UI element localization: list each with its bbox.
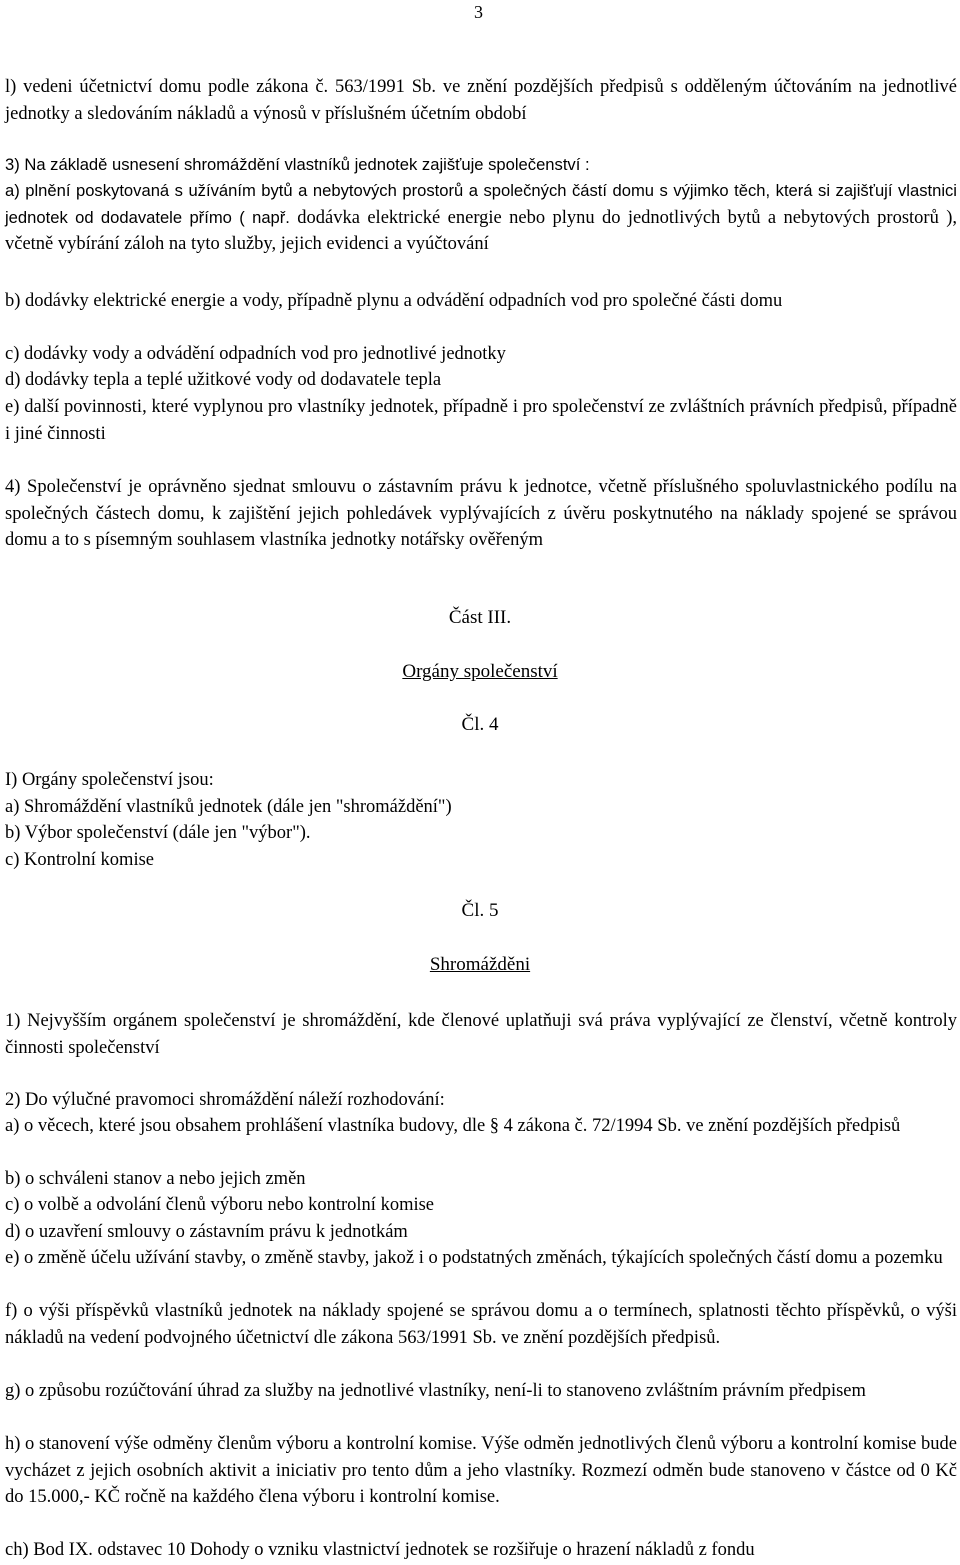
paragraph-3e: e) další povinnosti, které vyplynou pro vlastníky jednotek, případně i pro společenství ze zvláštních právních předpisů, případně i jiné činnosti xyxy=(5,397,957,444)
paragraph-3-intro: 3) Na základě usnesení shromáždění vlastníků jednotek zajišťuje společenství : xyxy=(5,155,590,174)
organs-a: a) Shromáždění vlastníků jednotek (dále jen "shromáždění") xyxy=(5,797,452,817)
section-2e: e) o změně účelu užívání stavby, o změně stavby, jakož i o podstatných změnách, týkajících společných částí domu a pozemku xyxy=(5,1248,943,1268)
organs-intro: I) Orgány společenství jsou: xyxy=(5,770,214,790)
article-5-label: Čl. 5 xyxy=(461,900,499,921)
section-2b: b) o schváleni stanov a nebo jejich změn xyxy=(5,1169,306,1189)
paragraph-4: 4) Společenství je oprávněno sjednat smlouvu o zástavním právu k jednotce, včetně příslušného spoluvlastnického podílu na společných částech domu, k zajištění jejich pohledávek vyplývajících z úvěru poskytnutého na náklady spojené se správou domu a to s písemným souhlasem vlastníka jednotky notářsky ověřeným xyxy=(5,477,957,550)
section-1: 1) Nejvyšším orgánem společenství je shromáždění, kde členové uplatňuji svá práva vyplývající ze členství, včetně kontroly činnosti společenství xyxy=(5,1011,957,1058)
paragraph-3b: b) dodávky elektrické energie a vody, případně plynu a odvádění odpadních vod pro společné části domu xyxy=(5,291,783,311)
part-number: Část III. xyxy=(448,607,512,628)
organs-c: c) Kontrolní komise xyxy=(5,850,155,870)
section-2-intro: 2) Do výlučné pravomoci shromáždění náleží rozhodování: xyxy=(5,1090,445,1110)
article-5-title-text: Shromážděni xyxy=(429,954,531,975)
article-4-label: Čl. 4 xyxy=(461,714,499,735)
section-2h: h) o stanovení výše odměny členům výboru a kontrolní komise. Výše odměn jednotlivých členů výboru a kontrolní komise bude vycházet z jejich osobních aktivit a iniciativ pro tento dům a jeho vlastníky. Rozmezí odměn bude stanoveno v částce od 0 Kč do 15.000,- KČ ročně na každého člena výboru i kontrolní komise. xyxy=(5,1434,957,1507)
section-2g: g) o způsobu rozúčtování úhrad za služby na jednotlivé vlastníky, není-li to stanoveno zvláštním právním předpisem xyxy=(5,1381,866,1401)
part-title xyxy=(0,661,960,683)
paragraph-3a-sans: a) plnění poskytovaná s užíváním bytů a nebytových prostorů a společných částí domu s výjimko těch, která si zajišťují vlastnici jednotek od dodavatele přímo ( např. xyxy=(5,181,957,227)
organs-b: b) Výbor společenství (dále jen "výbor"). xyxy=(5,823,311,843)
paragraph-3c: c) dodávky vody a odvádění odpadních vod pro jednotlivé jednotky xyxy=(5,344,506,364)
paragraph-3a-serif: dodávka elektrické energie nebo plynu do jednotlivých bytů a nebytových prostorů ), včetně vybírání záloh na tyto služby, jejich evidenci a vyúčtování xyxy=(5,207,958,254)
section-2d: d) o uzavření smlouvy o zástavním právu k jednotkám xyxy=(5,1222,408,1242)
section-2a: a) o věcech, které jsou obsahem prohlášení vlastníka budovy, dle § 4 zákona č. 72/1994 Sb. ve znění pozdějších předpisů xyxy=(5,1116,901,1136)
article-4-heading xyxy=(0,714,960,736)
section-2ch: ch) Bod IX. odstavec 10 Dohody o vzniku vlastnictví jednotek se rozšiřuje o hrazení nákladů z fondu xyxy=(5,1540,755,1560)
paragraph-3d: d) dodávky tepla a teplé užitkové vody od dodavatele tepla xyxy=(5,370,442,390)
article-5-title xyxy=(0,954,960,976)
part-title-text: Orgány společenství xyxy=(402,661,558,682)
section-2c: c) o volbě a odvolání členů výboru nebo kontrolní komise xyxy=(5,1195,435,1215)
section-2f: f) o výši příspěvků vlastníků jednotek na náklady spojené se správou domu a o termínech, splatnosti těchto příspěvků, o výši nákladů na vedení podvojného účetnictví dle zákona 563/1991 Sb. ve znění pozdějších předpisů. xyxy=(5,1301,957,1348)
part-heading xyxy=(0,607,960,629)
paragraph-l: l) vedeni účetnictví domu podle zákona č. 563/1991 Sb. ve znění pozdějších předpisů s odděleným účtováním na jednotlivé jednotky a sledováním nákladů a výnosů v příslušném účetním období xyxy=(5,77,957,124)
article-5-heading xyxy=(0,900,960,922)
paragraph-3a xyxy=(5,178,957,258)
page-number: 3 xyxy=(474,2,483,22)
